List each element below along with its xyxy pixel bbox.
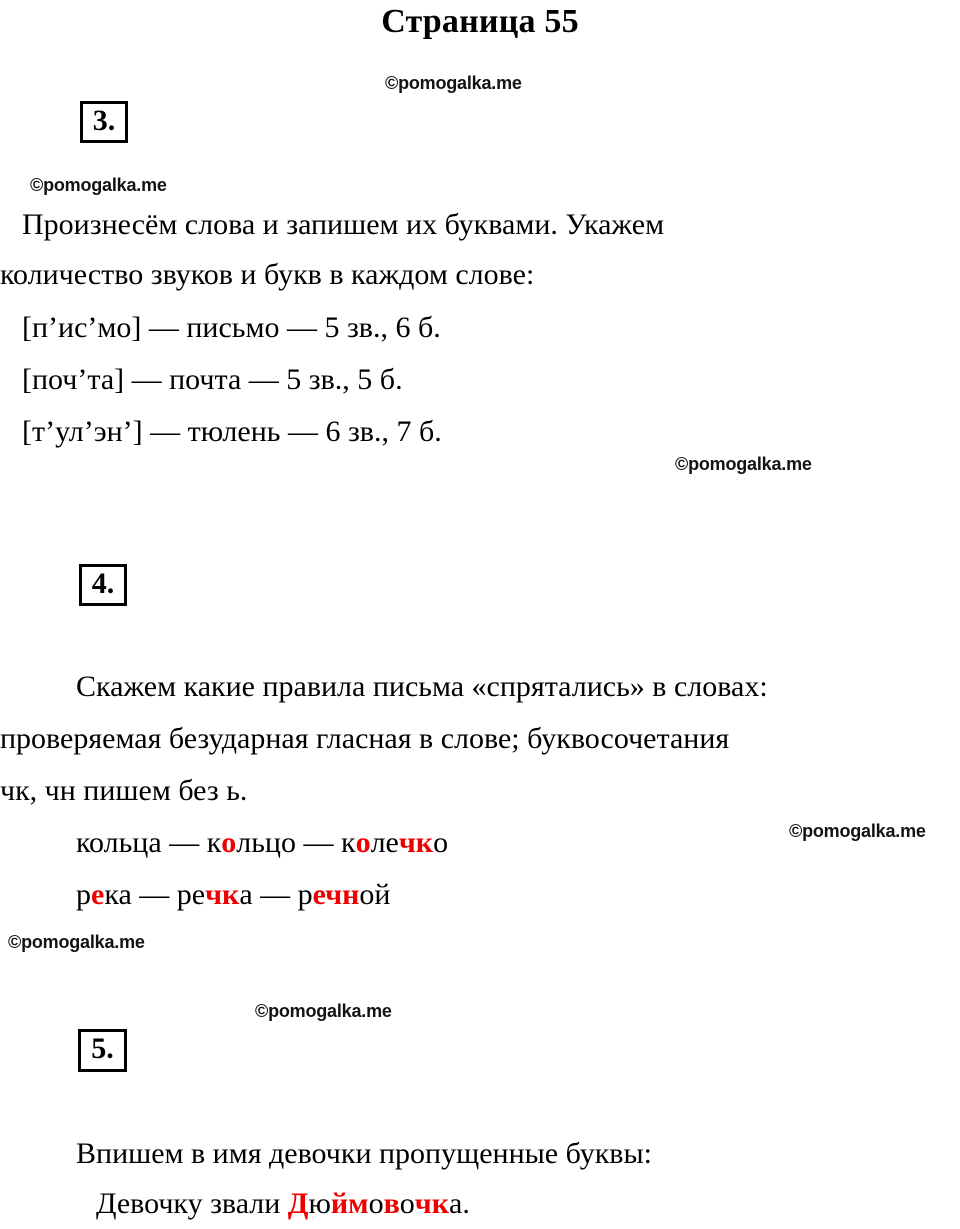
word-part: — bbox=[303, 826, 341, 859]
word-part: а. bbox=[449, 1187, 470, 1220]
word-part: о bbox=[433, 826, 449, 859]
exercise-4-intro-text-2: проверяемая безударная гласная в слове; буквосочетания bbox=[0, 722, 730, 755]
highlighted-letters: ечн bbox=[312, 878, 360, 911]
watermark: ©pomogalka.me bbox=[255, 1001, 392, 1021]
word-part: ой bbox=[359, 878, 391, 911]
exercise-3-answer-3: [т’ул’эн’] — тюлень — 6 зв., 7 б. bbox=[22, 415, 442, 448]
exercise-number-3: 3. bbox=[80, 101, 128, 143]
exercise-4-intro-text-1: Скажем какие правила письма «спрятались» в словах: bbox=[76, 670, 768, 703]
watermark: ©pomogalka.me bbox=[385, 73, 522, 93]
word-part: Девочку звали bbox=[96, 1187, 288, 1220]
word-part: р bbox=[297, 878, 313, 911]
watermark: ©pomogalka.me bbox=[8, 932, 145, 952]
word-part: ка bbox=[104, 878, 140, 911]
exercise-3-answer-1: [п’ис’мо] — письмо — 5 зв., 6 б. bbox=[22, 311, 441, 344]
highlighted-letters: чк bbox=[414, 1187, 450, 1220]
highlighted-letters: чк bbox=[205, 878, 240, 911]
exercise-4-intro-line-1 bbox=[0, 662, 955, 712]
exercise-4-intro-line-3 bbox=[0, 766, 247, 816]
watermark: ©pomogalka.me bbox=[675, 454, 812, 474]
highlighted-letters: йм bbox=[330, 1187, 369, 1220]
highlighted-letters: о bbox=[355, 826, 371, 859]
exercise-4-word-chain-1 bbox=[76, 826, 448, 859]
exercise-3-answer-row bbox=[0, 355, 403, 405]
exercise-5-intro-text-1: Впишем в имя девочки пропущенные буквы: bbox=[76, 1137, 652, 1170]
highlighted-letters: чк bbox=[398, 826, 434, 859]
exercise-5-intro-line-1 bbox=[0, 1129, 652, 1179]
word-part: ре bbox=[176, 878, 206, 911]
exercise-4-word-chain-2 bbox=[76, 878, 390, 911]
word-part: а bbox=[239, 878, 261, 911]
word-part: кольца bbox=[76, 826, 170, 859]
exercise-3-answer-row bbox=[0, 303, 441, 353]
highlighted-letters: о bbox=[221, 826, 237, 859]
exercise-3-intro-line-2 bbox=[0, 250, 940, 300]
exercise-4-intro-text-3: чк, чн пишем без ь. bbox=[0, 774, 248, 807]
word-part: о bbox=[368, 1187, 384, 1220]
highlighted-letters: Д bbox=[287, 1187, 309, 1220]
word-part: к bbox=[206, 826, 222, 859]
watermark: ©pomogalka.me bbox=[30, 175, 167, 195]
exercise-4-word-row bbox=[0, 818, 448, 868]
exercise-3-answer-row bbox=[0, 407, 442, 457]
word-part: — bbox=[139, 878, 177, 911]
word-part: льцо bbox=[236, 826, 304, 859]
word-part: о bbox=[399, 1187, 415, 1220]
exercise-3-intro-line-1 bbox=[0, 200, 940, 250]
exercise-number-5: 5. bbox=[78, 1029, 127, 1072]
word-part: ю bbox=[308, 1187, 331, 1220]
exercise-3-answer-2: [поч’та] — почта — 5 зв., 5 б. bbox=[22, 363, 403, 396]
word-part: — bbox=[260, 878, 298, 911]
page-title: Страница 55 bbox=[381, 3, 579, 40]
exercise-5-answer-row bbox=[0, 1179, 470, 1229]
word-part: р bbox=[76, 878, 91, 911]
exercise-number-4: 4. bbox=[79, 564, 127, 606]
word-part: к bbox=[340, 826, 356, 859]
exercise-4-word-row bbox=[0, 870, 390, 920]
highlighted-letters: е bbox=[91, 878, 105, 911]
exercise-5-answer-name bbox=[96, 1187, 470, 1220]
exercise-3-intro-text-1: Произнесём слова и запишем их буквами. Укажем bbox=[22, 208, 665, 241]
watermark: ©pomogalka.me bbox=[789, 821, 926, 841]
exercise-4-intro-line-2 bbox=[0, 714, 955, 764]
word-part: — bbox=[169, 826, 207, 859]
highlighted-letters: в bbox=[383, 1187, 400, 1220]
exercise-3-intro-text-2: количество звуков и букв в каждом слове: bbox=[0, 258, 535, 291]
word-part: ле bbox=[370, 826, 399, 859]
